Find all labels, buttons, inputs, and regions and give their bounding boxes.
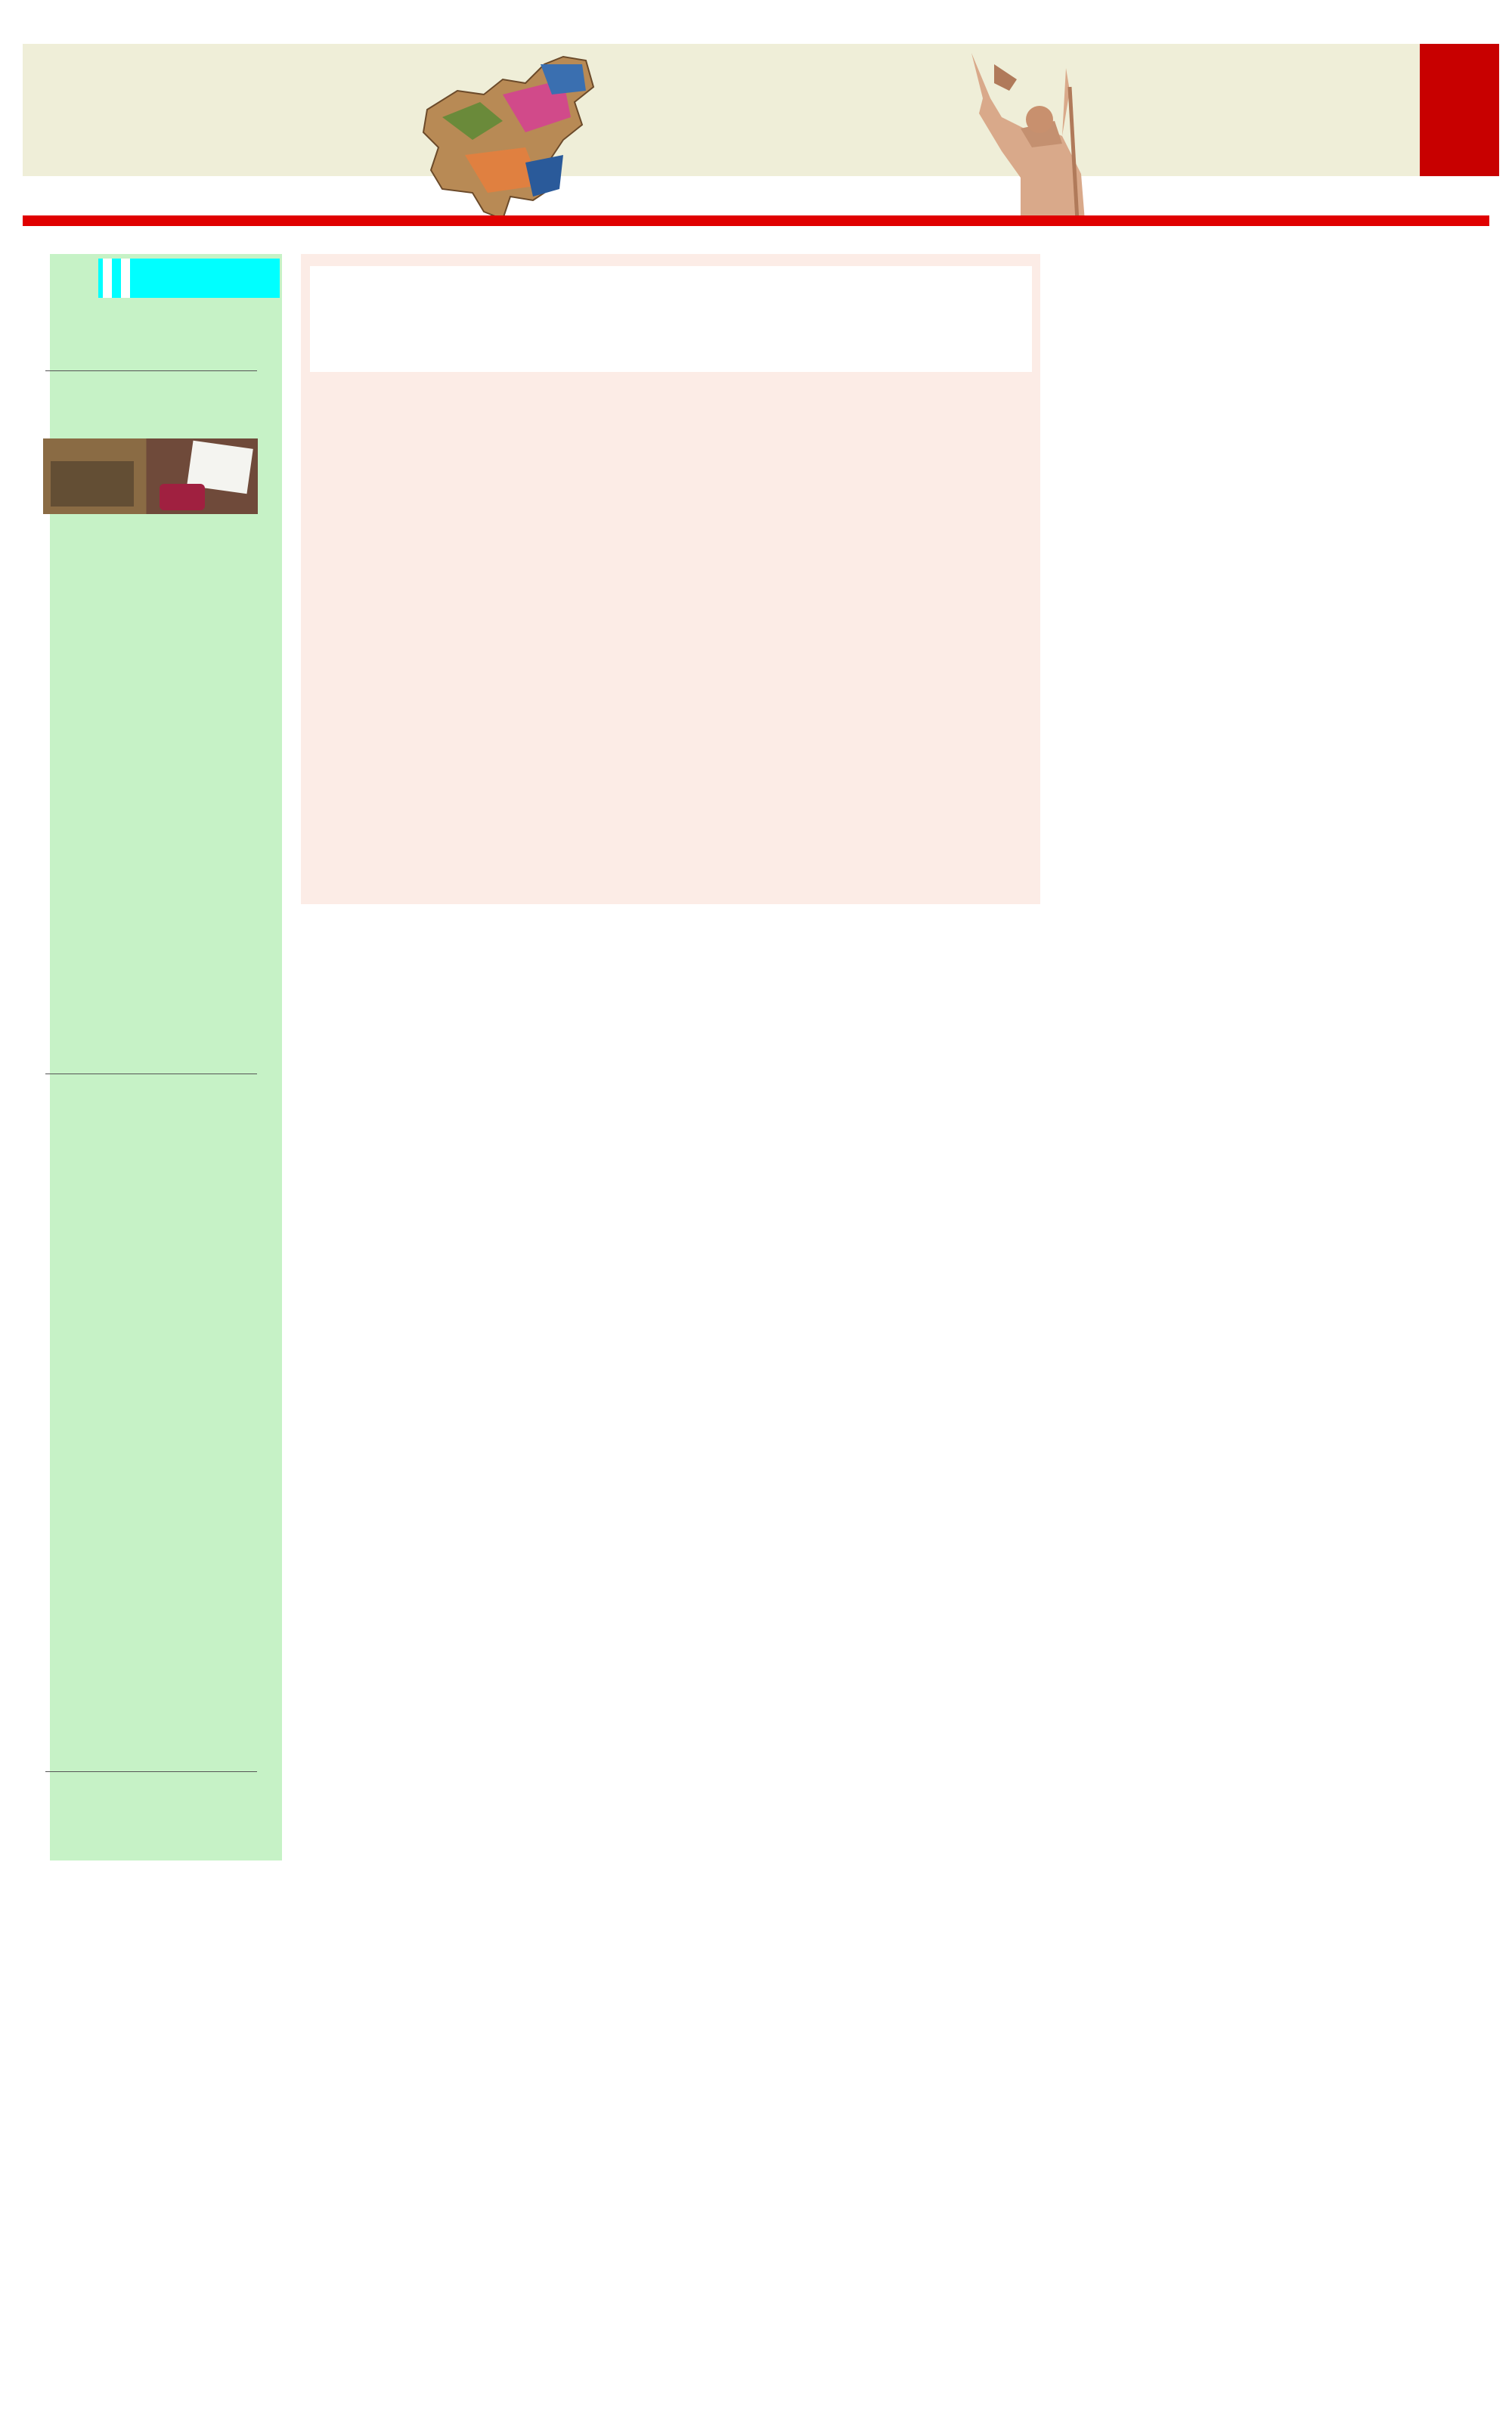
divider [45,1771,257,1772]
statue-figure-icon [949,45,1108,221]
brief-1-body [45,518,253,964]
masthead-band [23,44,1489,176]
assembly-photo [43,438,258,514]
masthead-rule [23,215,1489,226]
brief-2-body [45,1179,253,1680]
groundwater-headline[interactable] [310,266,1032,372]
page-number-badge [1420,44,1499,176]
divider [45,370,257,371]
briefs-header [98,259,280,298]
briefs-bars-icon [98,259,140,298]
jharkhand-map-collage-icon [412,49,609,223]
